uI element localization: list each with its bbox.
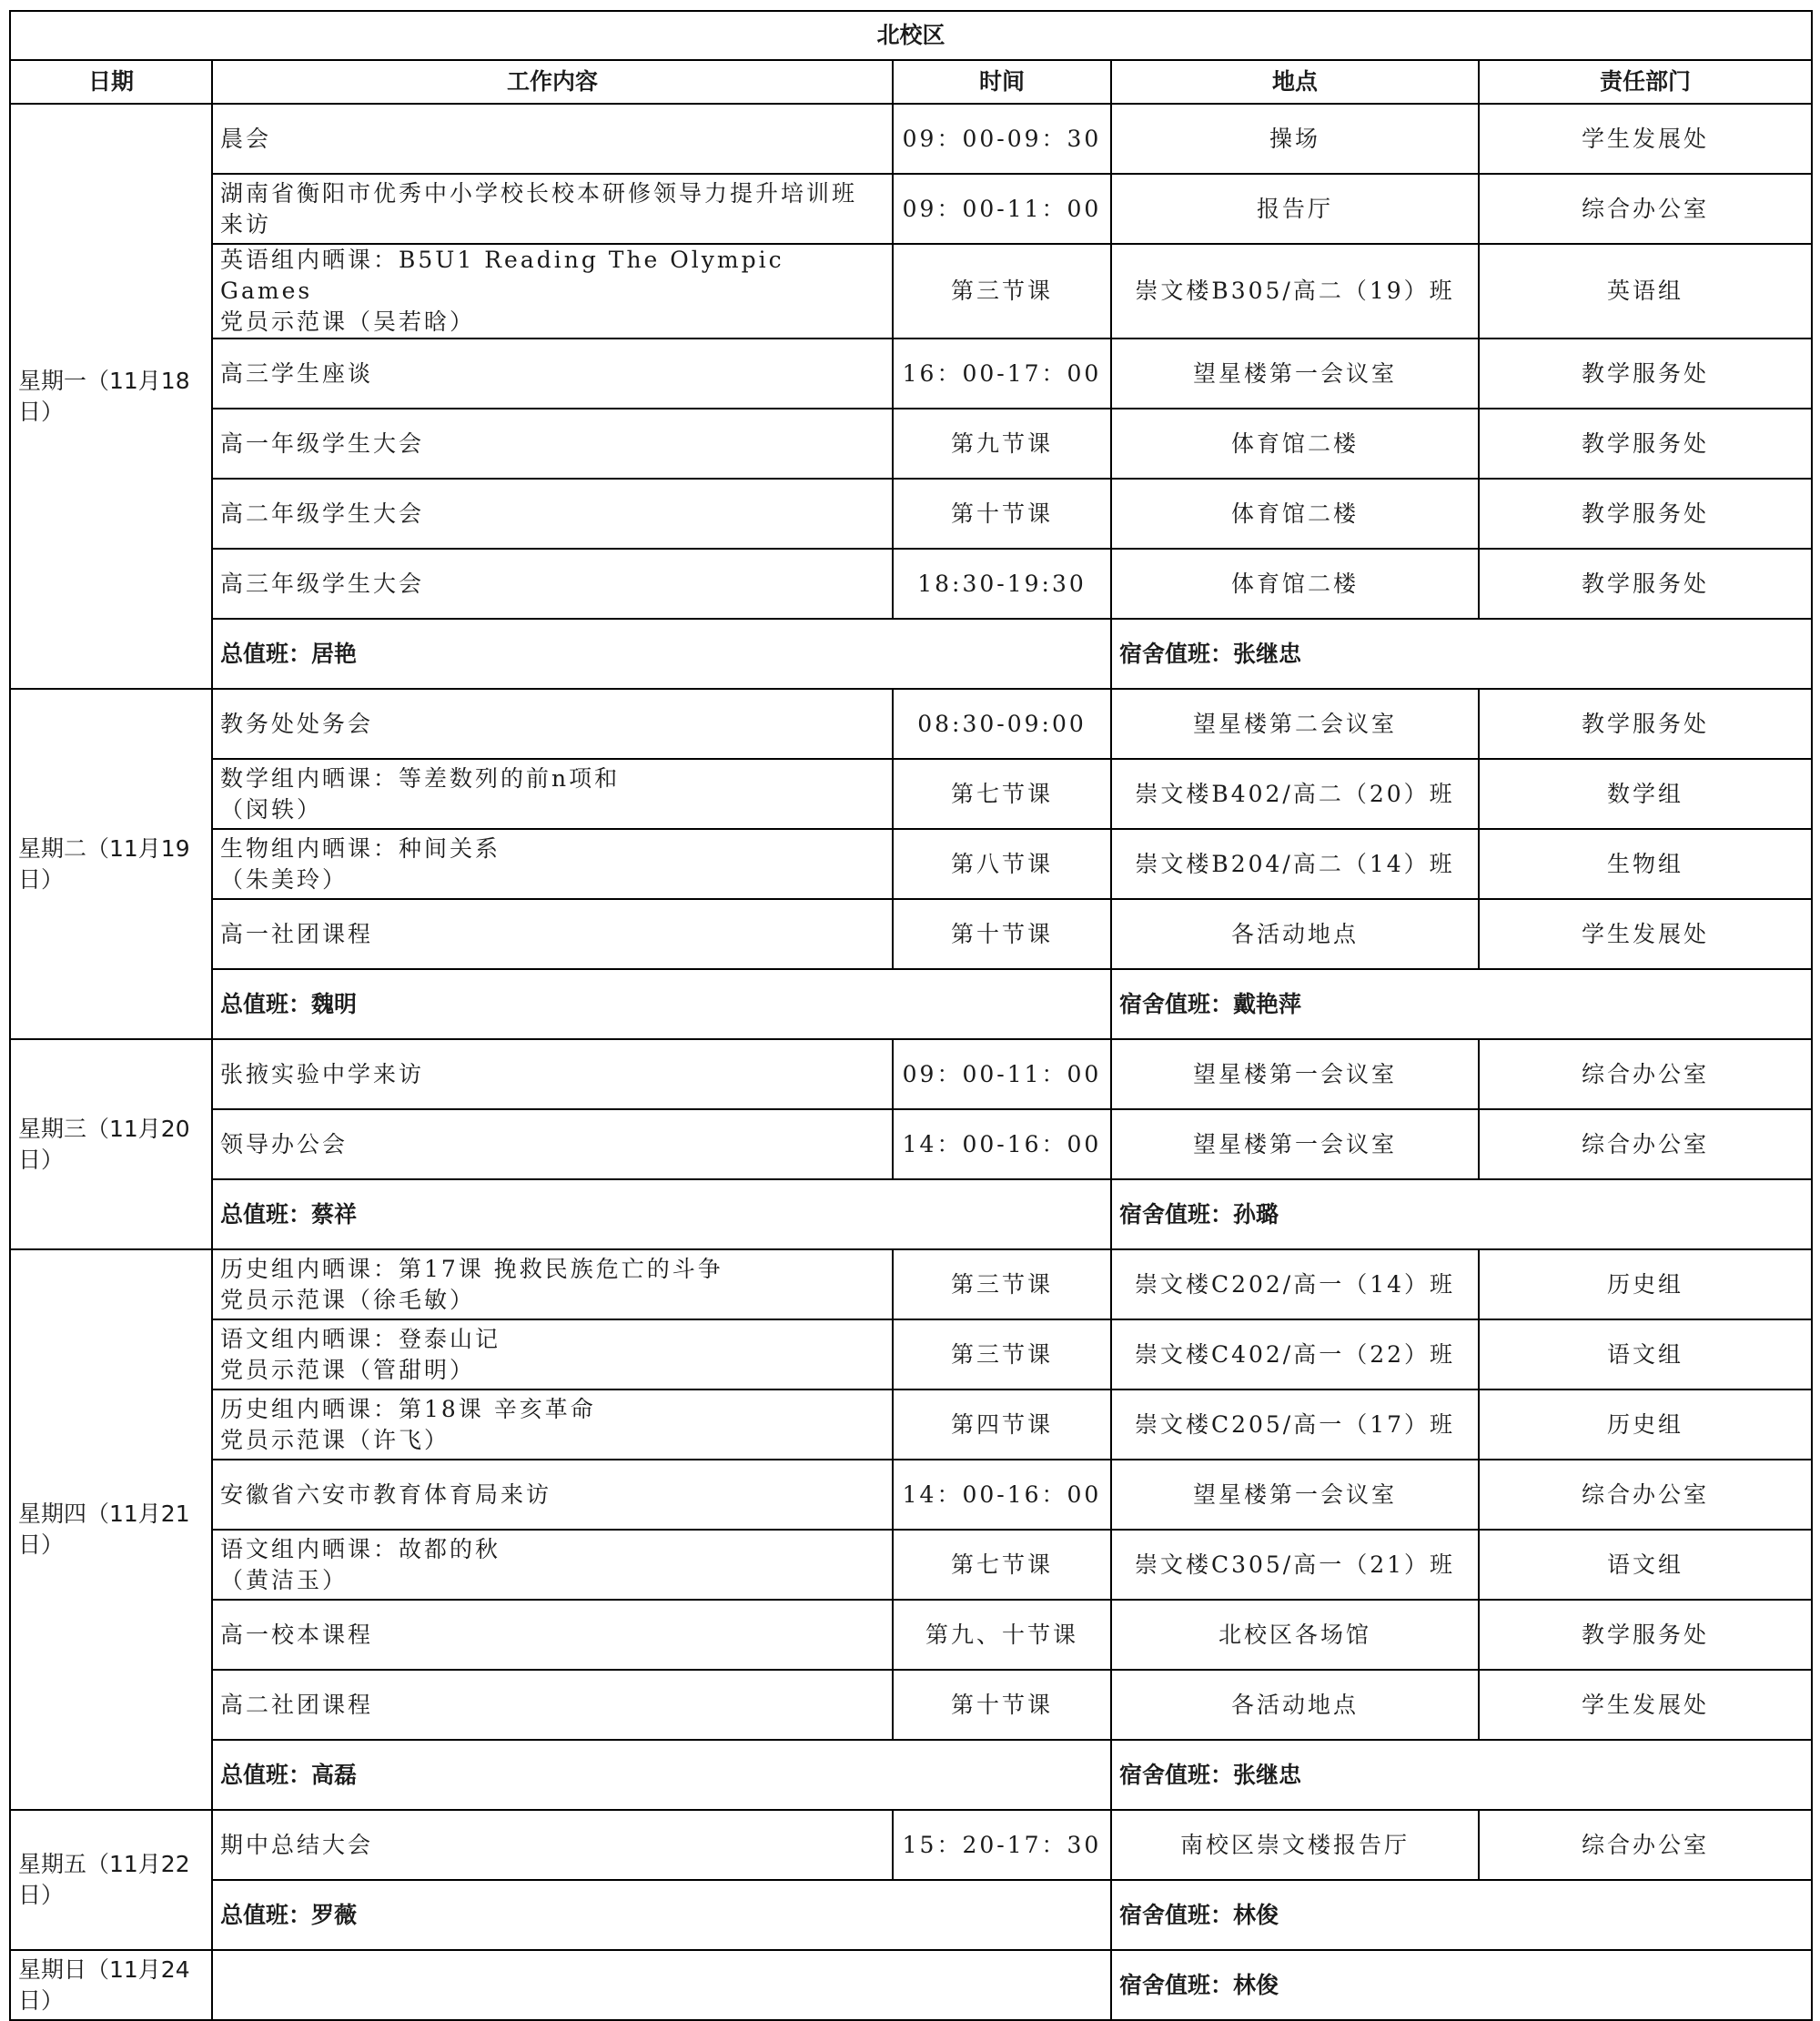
work-content-cell [212, 1600, 893, 1670]
dept-cell: 历史组 [1479, 1389, 1812, 1460]
header-content: 工作内容 [212, 60, 893, 104]
time-cell: 第十节课 [893, 479, 1111, 549]
general-duty-cell: 总值班：蔡祥 [212, 1179, 1111, 1249]
table-row [10, 1670, 1812, 1740]
work-content-line: 安徽省六安市教育体育局来访 [220, 1480, 552, 1508]
time-cell: 09：00-11：00 [893, 1039, 1111, 1109]
place-cell: 报告厅 [1111, 174, 1479, 244]
work-content-cell [212, 104, 893, 174]
time-cell: 09：00-11：00 [893, 174, 1111, 244]
work-content-cell [212, 759, 893, 829]
day-date-cell: 星期三（11月20日） [10, 1039, 212, 1249]
dept-cell: 数学组 [1479, 759, 1812, 829]
duty-row [10, 1740, 1812, 1810]
work-content-cell [212, 1530, 893, 1600]
work-content-cell [212, 1109, 893, 1179]
work-content-cell [212, 1810, 893, 1880]
dorm-duty-cell: 宿舍值班：林俊 [1111, 1950, 1812, 2020]
place-cell: 北校区各场馆 [1111, 1600, 1479, 1670]
table-row [10, 244, 1812, 339]
day-date-cell: 星期一（11月18日） [10, 104, 212, 689]
general-duty-cell [212, 1950, 1111, 2020]
work-content-cell [212, 1249, 893, 1319]
dept-cell: 综合办公室 [1479, 1460, 1812, 1530]
dept-cell: 学生发展处 [1479, 1670, 1812, 1740]
time-cell: 08:30-09:00 [893, 689, 1111, 759]
time-cell: 第四节课 [893, 1389, 1111, 1460]
work-content-line: 党员示范课（徐毛敏） [220, 1286, 476, 1313]
general-duty-cell: 总值班：居艳 [212, 619, 1111, 689]
general-duty-cell: 总值班：高磊 [212, 1740, 1111, 1810]
dept-cell: 综合办公室 [1479, 1109, 1812, 1179]
place-cell: 崇文楼B305/高二（19）班 [1111, 244, 1479, 339]
work-content-cell [212, 899, 893, 969]
duty-row [10, 1950, 1812, 2020]
day-date-cell: 星期二（11月19日） [10, 689, 212, 1039]
work-content-cell [212, 244, 893, 339]
work-content-line: 语文组内晒课：故都的秋 [220, 1535, 501, 1562]
dept-cell: 生物组 [1479, 829, 1812, 899]
work-content-cell [212, 829, 893, 899]
place-cell: 望星楼第二会议室 [1111, 689, 1479, 759]
dorm-duty-cell: 宿舍值班：戴艳萍 [1111, 969, 1812, 1039]
place-cell: 体育馆二楼 [1111, 409, 1479, 479]
work-content-cell [212, 479, 893, 549]
work-content-line: 历史组内晒课：第18课 辛亥革命 [220, 1395, 596, 1422]
work-content-line: 高二年级学生大会 [220, 500, 425, 527]
table-row [10, 689, 1812, 759]
place-cell: 望星楼第一会议室 [1111, 1460, 1479, 1530]
work-content-line: 期中总结大会 [220, 1831, 374, 1858]
work-content-line: 高一社团课程 [220, 920, 374, 947]
duty-row [10, 619, 1812, 689]
work-content-line: 高一年级学生大会 [220, 429, 425, 457]
work-content-line: 历史组内晒课：第17课 挽救民族危亡的斗争 [220, 1255, 723, 1282]
table-row [10, 1530, 1812, 1600]
time-cell: 14：00-16：00 [893, 1460, 1111, 1530]
dept-cell: 学生发展处 [1479, 104, 1812, 174]
table-row [10, 1810, 1812, 1880]
table-row [10, 104, 1812, 174]
place-cell: 各活动地点 [1111, 1670, 1479, 1740]
work-content-line: （黄洁玉） [220, 1566, 349, 1593]
header-date: 日期 [10, 60, 212, 104]
time-cell: 第九节课 [893, 409, 1111, 479]
place-cell: 崇文楼C305/高一（21）班 [1111, 1530, 1479, 1600]
place-cell: 操场 [1111, 104, 1479, 174]
duty-row [10, 1179, 1812, 1249]
work-content-line: 生物组内晒课：种间关系 [220, 834, 501, 862]
place-cell: 体育馆二楼 [1111, 479, 1479, 549]
time-cell: 16：00-17：00 [893, 339, 1111, 409]
work-content-cell [212, 1389, 893, 1460]
schedule-table [9, 10, 1813, 2021]
time-cell: 第十节课 [893, 1670, 1111, 1740]
table-row [10, 339, 1812, 409]
time-cell: 第七节课 [893, 1530, 1111, 1600]
work-content-line: 语文组内晒课：登泰山记 [220, 1325, 501, 1352]
work-content-line: （闵轶） [220, 795, 323, 823]
time-cell: 15：20-17：30 [893, 1810, 1111, 1880]
dept-cell: 历史组 [1479, 1249, 1812, 1319]
dept-cell: 教学服务处 [1479, 339, 1812, 409]
work-content-line: 党员示范课（许飞） [220, 1426, 450, 1453]
table-row [10, 1109, 1812, 1179]
header-dept: 责任部门 [1479, 60, 1812, 104]
day-date-cell: 星期四（11月21日） [10, 1249, 212, 1810]
work-content-line: 党员示范课（管甜明） [220, 1356, 476, 1383]
dept-cell: 学生发展处 [1479, 899, 1812, 969]
work-content-cell [212, 409, 893, 479]
table-row [10, 1460, 1812, 1530]
work-content-cell [212, 1319, 893, 1389]
work-content-cell [212, 1670, 893, 1740]
dept-cell: 语文组 [1479, 1530, 1812, 1600]
dept-cell: 英语组 [1479, 244, 1812, 339]
work-content-cell [212, 1039, 893, 1109]
place-cell: 望星楼第一会议室 [1111, 1109, 1479, 1179]
place-cell: 望星楼第一会议室 [1111, 339, 1479, 409]
table-row [10, 1039, 1812, 1109]
work-content-cell [212, 339, 893, 409]
time-cell: 第三节课 [893, 244, 1111, 339]
work-content-line: 张掖实验中学来访 [220, 1060, 425, 1087]
place-cell: 望星楼第一会议室 [1111, 1039, 1479, 1109]
table-row [10, 899, 1812, 969]
work-content-line: 英语组内晒课：B5U1 Reading The Olympic Games [220, 247, 784, 304]
time-cell: 第七节课 [893, 759, 1111, 829]
dorm-duty-cell: 宿舍值班：张继忠 [1111, 619, 1812, 689]
schedule-body [10, 104, 1812, 2020]
header-place: 地点 [1111, 60, 1479, 104]
table-row [10, 549, 1812, 619]
place-cell: 崇文楼C202/高一（14）班 [1111, 1249, 1479, 1319]
time-cell: 18:30-19:30 [893, 549, 1111, 619]
time-cell: 第十节课 [893, 899, 1111, 969]
work-content-line: 领导办公会 [220, 1130, 349, 1157]
time-cell: 第八节课 [893, 829, 1111, 899]
place-cell: 崇文楼B402/高二（20）班 [1111, 759, 1479, 829]
table-row [10, 1600, 1812, 1670]
time-cell: 第三节课 [893, 1319, 1111, 1389]
work-content-line: 来访 [220, 210, 272, 237]
dept-cell: 教学服务处 [1479, 409, 1812, 479]
work-content-line: 高三学生座谈 [220, 359, 374, 387]
dorm-duty-cell: 宿舍值班：孙璐 [1111, 1179, 1812, 1249]
work-content-line: 教务处处务会 [220, 710, 374, 737]
work-content-line: 高一校本课程 [220, 1621, 374, 1648]
work-content-line: 高三年级学生大会 [220, 570, 425, 597]
day-date-cell: 星期五（11月22日） [10, 1810, 212, 1950]
place-cell: 南校区崇文楼报告厅 [1111, 1810, 1479, 1880]
dept-cell: 教学服务处 [1479, 549, 1812, 619]
general-duty-cell: 总值班：魏明 [212, 969, 1111, 1039]
table-row [10, 1389, 1812, 1460]
time-cell: 第九、十节课 [893, 1600, 1111, 1670]
dept-cell: 教学服务处 [1479, 479, 1812, 549]
table-row [10, 1319, 1812, 1389]
campus-title: 北校区 [10, 11, 1812, 60]
work-content-line: 晨会 [220, 125, 272, 152]
place-cell: 崇文楼B204/高二（14）班 [1111, 829, 1479, 899]
dept-cell: 教学服务处 [1479, 689, 1812, 759]
table-row [10, 409, 1812, 479]
dept-cell: 教学服务处 [1479, 1600, 1812, 1670]
header-time: 时间 [893, 60, 1111, 104]
duty-row [10, 1880, 1812, 1950]
table-row [10, 1249, 1812, 1319]
work-content-cell [212, 689, 893, 759]
table-row [10, 174, 1812, 244]
general-duty-cell: 总值班：罗薇 [212, 1880, 1111, 1950]
work-content-line: 党员示范课（吴若晗） [220, 308, 476, 335]
dept-cell: 语文组 [1479, 1319, 1812, 1389]
time-cell: 第三节课 [893, 1249, 1111, 1319]
dept-cell: 综合办公室 [1479, 174, 1812, 244]
dorm-duty-cell: 宿舍值班：张继忠 [1111, 1740, 1812, 1810]
place-cell: 崇文楼C205/高一（17）班 [1111, 1389, 1479, 1460]
table-row [10, 479, 1812, 549]
dept-cell: 综合办公室 [1479, 1810, 1812, 1880]
work-content-line: 数学组内晒课：等差数列的前n项和 [220, 764, 621, 792]
time-cell: 09：00-09：30 [893, 104, 1111, 174]
work-content-line: 湖南省衡阳市优秀中小学校长校本研修领导力提升培训班 [220, 179, 858, 207]
time-cell: 14：00-16：00 [893, 1109, 1111, 1179]
table-row [10, 829, 1812, 899]
place-cell: 体育馆二楼 [1111, 549, 1479, 619]
work-content-line: （朱美玲） [220, 865, 349, 893]
work-content-cell [212, 1460, 893, 1530]
table-row [10, 759, 1812, 829]
duty-row [10, 969, 1812, 1039]
place-cell: 崇文楼C402/高一（22）班 [1111, 1319, 1479, 1389]
dorm-duty-cell: 宿舍值班：林俊 [1111, 1880, 1812, 1950]
work-content-cell [212, 549, 893, 619]
place-cell: 各活动地点 [1111, 899, 1479, 969]
day-date-cell: 星期日（11月24日） [10, 1950, 212, 2020]
dept-cell: 综合办公室 [1479, 1039, 1812, 1109]
work-content-line: 高二社团课程 [220, 1691, 374, 1718]
work-content-cell [212, 174, 893, 244]
